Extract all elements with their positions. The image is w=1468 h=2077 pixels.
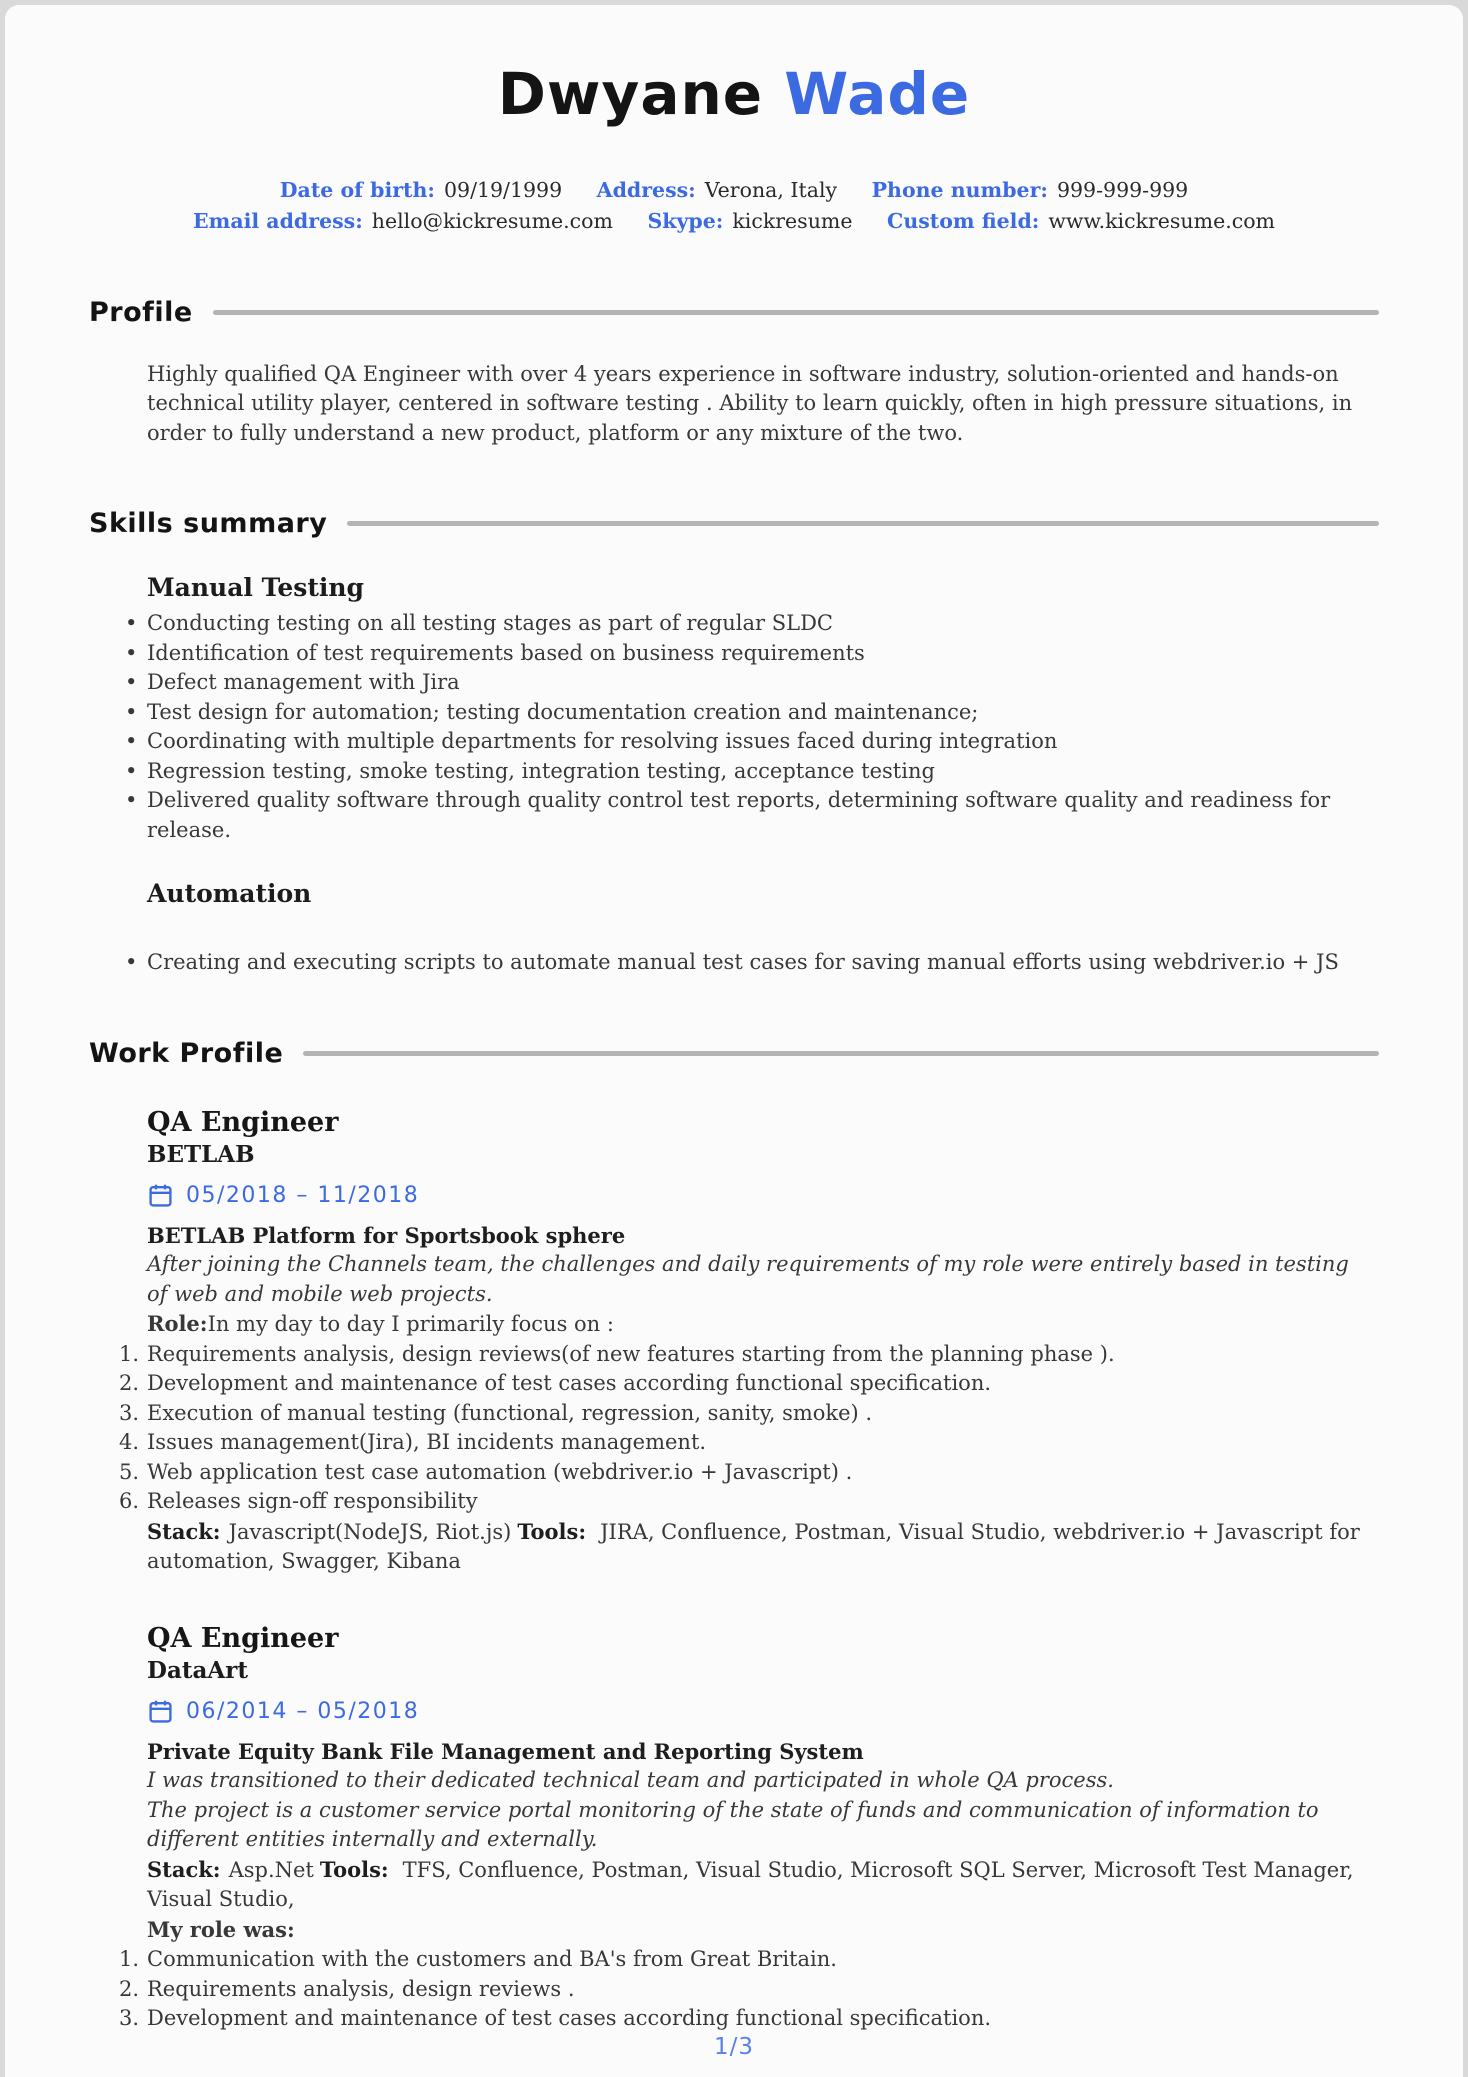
- contact-row-2: [89, 206, 1379, 237]
- role-line: [147, 1309, 1363, 1340]
- project-summary: The project is a customer service portal monitoring of the state of funds and communication of information to different entities internally and externally.: [147, 1797, 1319, 1852]
- skills-list-manual: [147, 609, 1363, 845]
- list-item: • Test design for automation; testing documentation creation and maintenance;: [147, 698, 1363, 728]
- stack-value: Javascript(NodeJS, Riot.js): [228, 1519, 512, 1544]
- last-name: Wade: [784, 60, 971, 128]
- section-profile: [89, 297, 1379, 449]
- contact-value: Verona, Italy: [704, 177, 838, 202]
- job-entry-betlab: [147, 1107, 1363, 1577]
- section-title-skills: Skills summary: [89, 508, 328, 540]
- task-item: Requirements analysis, design reviews(of new features starting from the planning phase ).: [147, 1341, 1115, 1366]
- profile-paragraph: Highly qualified QA Engineer with over 4 years experience in software industry, solution-oriented and hands-on technical utility player, centered in software testing . Ability to learn quickly, often in high pressure situations, in order to fully understand a new product, platform or any mixture of the two.: [147, 361, 1353, 445]
- role-label: My role was:: [147, 1916, 295, 1942]
- tools-value: JIRA, Confluence, Postman, Visual Studio, webdriver.io + Javascript for automation, Swagger, Kibana: [147, 1519, 1360, 1574]
- job-date-row: [147, 1698, 1363, 1725]
- contact-label: Custom field:: [887, 208, 1040, 233]
- contact-label: Address:: [596, 177, 696, 202]
- project-title: Private Equity Bank File Management and Reporting System: [147, 1738, 864, 1764]
- stack-line: [147, 1517, 1363, 1577]
- task-item: Releases sign-off responsibility: [147, 1489, 478, 1514]
- list-item: • Defect management with Jira: [147, 668, 1363, 698]
- contact-label: Skype:: [647, 208, 724, 233]
- contact-pair-phone: [872, 178, 1189, 202]
- job-date-row: [147, 1182, 1363, 1209]
- section-skills: [89, 508, 1379, 978]
- section-head-skills: [89, 508, 1379, 539]
- calendar-icon: [147, 1182, 174, 1209]
- job-title: QA Engineer: [147, 1622, 339, 1654]
- profile-body: [147, 360, 1363, 449]
- date-range: 05/2018 – 11/2018: [186, 1182, 420, 1208]
- section-rule: [347, 521, 1379, 526]
- contact-label: Email address:: [193, 208, 363, 233]
- contact-block: [89, 175, 1379, 237]
- page-number: 1/3: [713, 2033, 754, 2060]
- task-list: [147, 1945, 1363, 2034]
- task-list: [147, 1340, 1363, 1517]
- tools-label: Tools:: [517, 1518, 587, 1544]
- task-item: Development and maintenance of test cases according functional specification.: [147, 2006, 992, 2031]
- section-title-work: Work Profile: [89, 1037, 284, 1069]
- section-head-work: [89, 1038, 1379, 1069]
- contact-pair-dob: [280, 178, 562, 202]
- task-item: Execution of manual testing (functional, regression, sanity, smoke) .: [147, 1400, 873, 1425]
- name-title: [89, 60, 1379, 128]
- skill-group-title-automation: Automation: [147, 879, 312, 909]
- stack-line: [147, 1855, 1363, 1915]
- contact-pair-address: [597, 178, 837, 202]
- section-rule: [303, 1051, 1379, 1056]
- company-name: BETLAB: [147, 1140, 255, 1168]
- role-label: Role:: [147, 1311, 208, 1337]
- section-title-profile: Profile: [89, 296, 193, 328]
- contact-value: kickresume: [732, 208, 853, 233]
- contact-pair-custom: [887, 209, 1275, 233]
- contact-value: 09/19/1999: [443, 177, 563, 202]
- section-work: [89, 1038, 1379, 2034]
- contact-label: Date of birth:: [279, 177, 435, 202]
- first-name: Dwyane: [497, 60, 764, 128]
- list-item: • Conducting testing on all testing stages as part of regular SLDC: [147, 609, 1363, 639]
- list-item: • Identification of test requirements based on business requirements: [147, 639, 1363, 669]
- task-item: Web application test case automation (webdriver.io + Javascript) .: [147, 1459, 853, 1484]
- contact-pair-skype: [647, 209, 852, 233]
- stack-label: Stack:: [147, 1518, 221, 1544]
- contact-value: 999-999-999: [1056, 177, 1189, 202]
- list-item: • Delivered quality software through quality control test reports, determining software quality and readiness for release.: [147, 786, 1363, 845]
- tools-label: Tools:: [319, 1856, 389, 1882]
- skill-group-title-manual: Manual Testing: [147, 573, 365, 603]
- skills-body: [147, 573, 1363, 978]
- task-item: Development and maintenance of test cases according functional specification.: [147, 1371, 992, 1396]
- stack-value: Asp.Net: [228, 1857, 314, 1882]
- contact-value: www.kickresume.com: [1048, 208, 1275, 233]
- section-rule: [213, 310, 1379, 315]
- job-entry-dataart: [147, 1623, 1363, 2034]
- section-head-profile: [89, 297, 1379, 328]
- contact-row-1: [89, 175, 1379, 206]
- stack-label: Stack:: [147, 1856, 221, 1882]
- calendar-icon: [147, 1698, 174, 1725]
- role-line: [147, 1915, 1363, 1946]
- resume-page: [5, 5, 1463, 2077]
- task-item: Communication with the customers and BA's from Great Britain.: [147, 1947, 837, 1972]
- task-item: Issues management(Jira), BI incidents management.: [147, 1430, 707, 1455]
- contact-label: Phone number:: [871, 177, 1048, 202]
- date-range: 06/2014 – 05/2018: [186, 1698, 420, 1724]
- tools-value: TFS, Confluence, Postman, Visual Studio, Microsoft SQL Server, Microsoft Test Manager, Visual Studio,: [147, 1857, 1354, 1912]
- job-title: QA Engineer: [147, 1106, 339, 1138]
- project-title: BETLAB Platform for Sportsbook sphere: [147, 1222, 626, 1248]
- contact-value: hello@kickresume.com: [371, 208, 613, 233]
- name-space: [763, 60, 784, 128]
- list-item: • Regression testing, smoke testing, integration testing, acceptance testing: [147, 757, 1363, 787]
- task-item: Requirements analysis, design reviews .: [147, 1976, 575, 2001]
- company-name: DataArt: [147, 1656, 248, 1684]
- project-summary: I was transitioned to their dedicated technical team and participated in whole QA process.: [147, 1768, 1114, 1793]
- project-summary: After joining the Channels team, the challenges and daily requirements of my role were entirely based in testing of web and mobile web projects.: [147, 1252, 1349, 1306]
- list-item: • Creating and executing scripts to automate manual test cases for saving manual efforts using webdriver.io + JS: [147, 948, 1363, 978]
- role-text: In my day to day I primarily focus on :: [207, 1312, 614, 1337]
- list-item: • Coordinating with multiple departments for resolving issues faced during integration: [147, 727, 1363, 757]
- contact-pair-email: [193, 209, 613, 233]
- skills-list-automation: [147, 948, 1363, 978]
